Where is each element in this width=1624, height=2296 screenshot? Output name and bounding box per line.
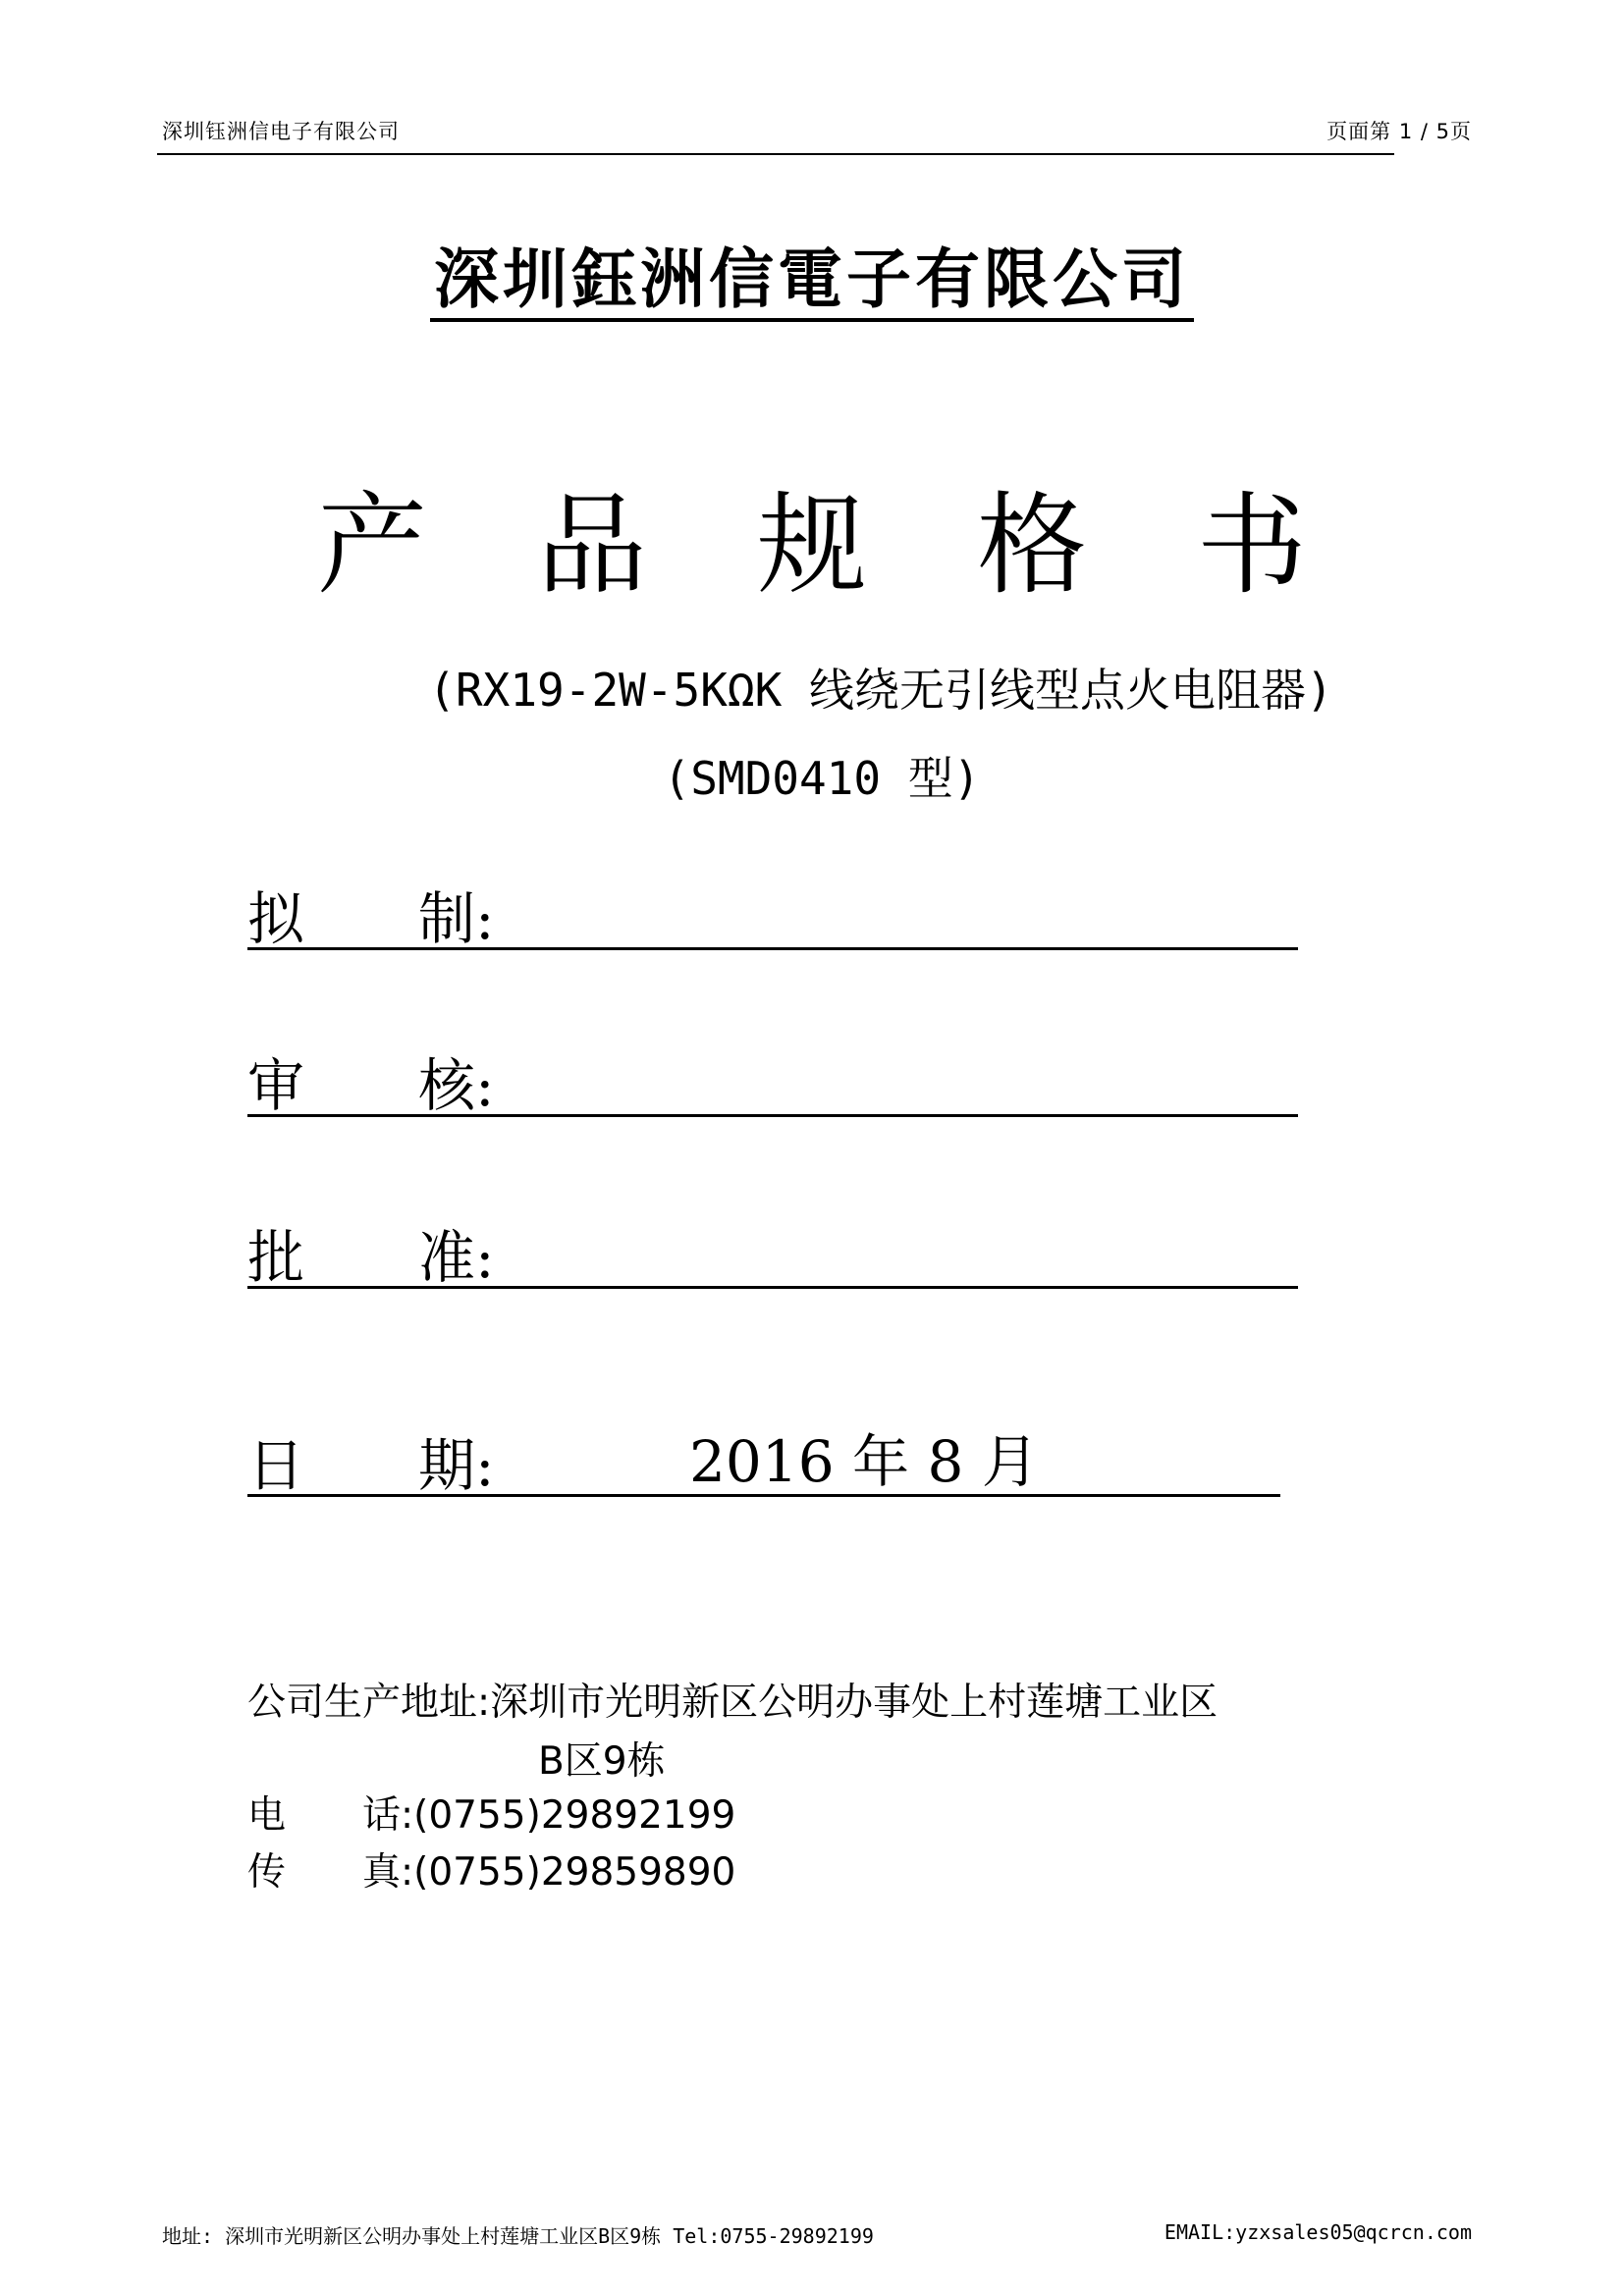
address-line-1: 公司生产地址:深圳市光明新区公明办事处上村莲塘工业区 bbox=[247, 1681, 1218, 1725]
review-label: 审 核: bbox=[247, 1052, 495, 1119]
approve-label: 批 准: bbox=[247, 1224, 495, 1291]
company-title-block bbox=[0, 241, 1624, 322]
company-title: 深圳鈺洲信電子有限公司 bbox=[430, 247, 1194, 322]
approve-signature-line bbox=[247, 1217, 1298, 1289]
footer-address: 地址: 深圳市光明新区公明办事处上村莲塘工业区B区9栋 Tel:0755-29892199 bbox=[162, 2224, 874, 2248]
draft-label: 拟 制: bbox=[247, 885, 495, 952]
date-label: 日 期: bbox=[247, 1432, 495, 1499]
product-subtitle: (RX19-2W-5KΩK 线绕无引线型点火电阻器) bbox=[428, 664, 1333, 717]
address-line-2: B区9栋 bbox=[538, 1739, 666, 1784]
fax-line: 传 真:(0755)29859890 bbox=[247, 1850, 736, 1895]
header-company: 深圳钰洲信电子有限公司 bbox=[162, 120, 400, 143]
header-divider bbox=[157, 153, 1394, 155]
date-line bbox=[247, 1425, 1280, 1497]
header-page-number: 页面第 1 / 5页 bbox=[1326, 120, 1472, 143]
document-title: 产品规格书 bbox=[317, 482, 1417, 610]
product-model: (SMD0410 型) bbox=[663, 752, 981, 805]
date-value: 2016 年 8 月 bbox=[689, 1428, 1039, 1495]
draft-signature-line bbox=[247, 879, 1298, 950]
footer-email: EMAIL:yzxsales05@qcrcn.com bbox=[1164, 2220, 1472, 2244]
phone-line: 电 话:(0755)29892199 bbox=[247, 1793, 736, 1838]
review-signature-line bbox=[247, 1045, 1298, 1117]
